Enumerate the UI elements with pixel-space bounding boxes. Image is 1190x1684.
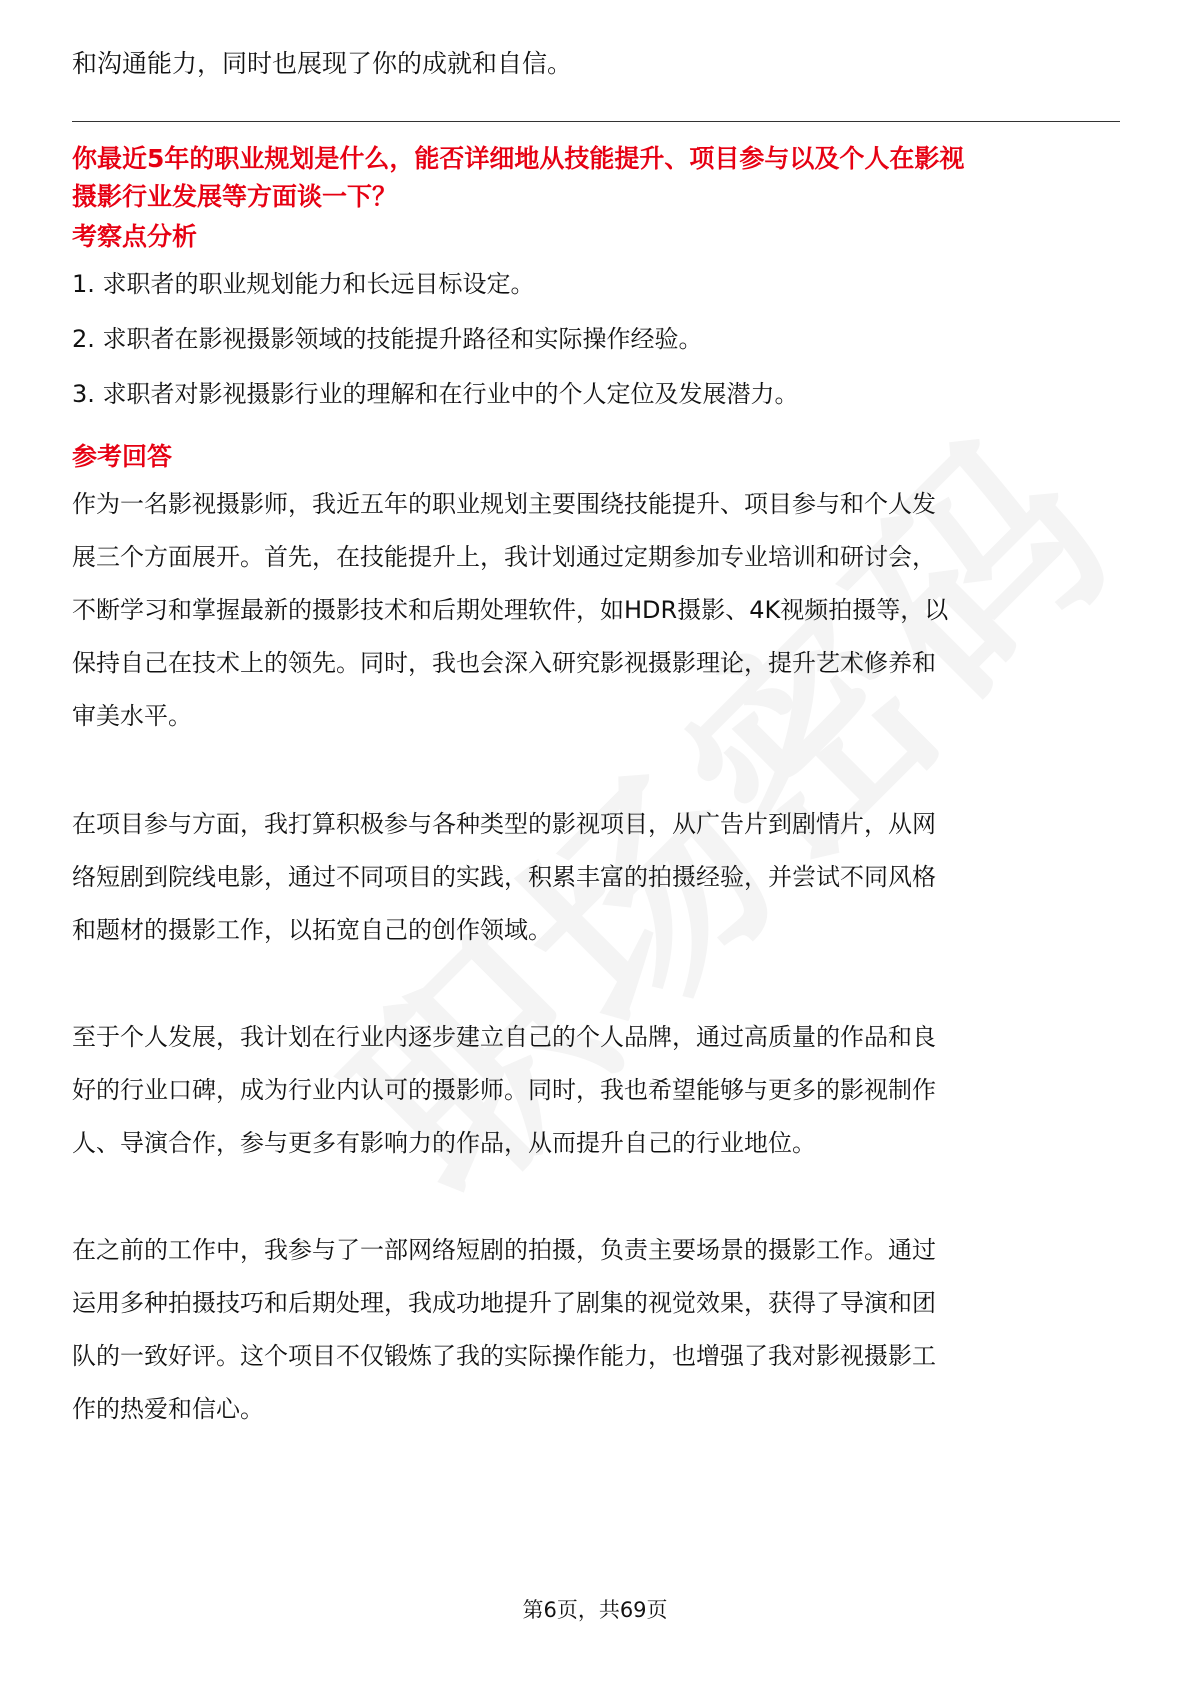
analysis-item: 1. 求职者的职业规划能力和长远目标设定。: [72, 270, 535, 298]
question-line: 摄影行业发展等方面谈一下？: [72, 182, 398, 211]
paragraph-line: 在项目参与方面，我打算积极参与各种类型的影视项目，从广告片到剧情片，从网: [72, 810, 936, 838]
analysis-item: 2. 求职者在影视摄影领域的技能提升路径和实际操作经验。: [72, 325, 703, 353]
continued-text: 和沟通能力，同时也展现了你的成就和自信。: [72, 49, 573, 78]
paragraph-line: 运用多种拍摄技巧和后期处理，我成功地提升了剧集的视觉效果，获得了导演和团: [72, 1289, 936, 1317]
paragraph-line: 在之前的工作中，我参与了一部网络短剧的拍摄，负责主要场景的摄影工作。通过: [72, 1236, 936, 1264]
paragraph-line: 展三个方面展开。首先，在技能提升上，我计划通过定期参加专业培训和研讨会，: [72, 543, 936, 571]
analysis-heading: 考察点分析: [72, 222, 198, 251]
paragraph-line: 审美水平。: [72, 702, 192, 730]
paragraph-line: 不断学习和掌握最新的摄影技术和后期处理软件，如HDR摄影、4K视频拍摄等，以: [72, 596, 949, 624]
answer-paragraph: [72, 798, 1120, 957]
paragraph-line: 至于个人发展，我计划在行业内逐步建立自己的个人品牌，通过高质量的作品和良: [72, 1023, 936, 1051]
document-page: [72, 0, 1120, 1684]
paragraph-line: 作为一名影视摄影师，我近五年的职业规划主要围绕技能提升、项目参与和个人发: [72, 490, 936, 518]
question-block: [72, 140, 1120, 216]
analysis-item: 3. 求职者对影视摄影行业的理解和在行业中的个人定位及发展潜力。: [72, 380, 799, 408]
section-divider: [72, 121, 1120, 122]
answer-paragraph: [72, 1224, 1120, 1436]
paragraph-line: 络短剧到院线电影，通过不同项目的实践，积累丰富的拍摄经验，并尝试不同风格: [72, 863, 936, 891]
paragraph-line: 队的一致好评。这个项目不仅锻炼了我的实际操作能力，也增强了我对影视摄影工: [72, 1342, 936, 1370]
answer-paragraph: [72, 1011, 1120, 1170]
paragraph-line: 好的行业口碑，成为行业内认可的摄影师。同时，我也希望能够与更多的影视制作: [72, 1076, 936, 1104]
paragraph-line: 作的热爱和信心。: [72, 1395, 264, 1423]
answer-heading: 参考回答: [72, 442, 173, 471]
paragraph-line: 保持自己在技术上的领先。同时，我也会深入研究影视摄影理论，提升艺术修养和: [72, 649, 936, 677]
page-number: 第6页，共69页: [522, 1598, 668, 1622]
paragraph-line: 人、导演合作，参与更多有影响力的作品，从而提升自己的行业地位。: [72, 1129, 816, 1157]
question-line: 你最近5年的职业规划是什么，能否详细地从技能提升、项目参与以及个人在影视: [72, 144, 965, 173]
answer-paragraph: [72, 478, 1120, 743]
paragraph-line: 和题材的摄影工作，以拓宽自己的创作领域。: [72, 916, 552, 944]
